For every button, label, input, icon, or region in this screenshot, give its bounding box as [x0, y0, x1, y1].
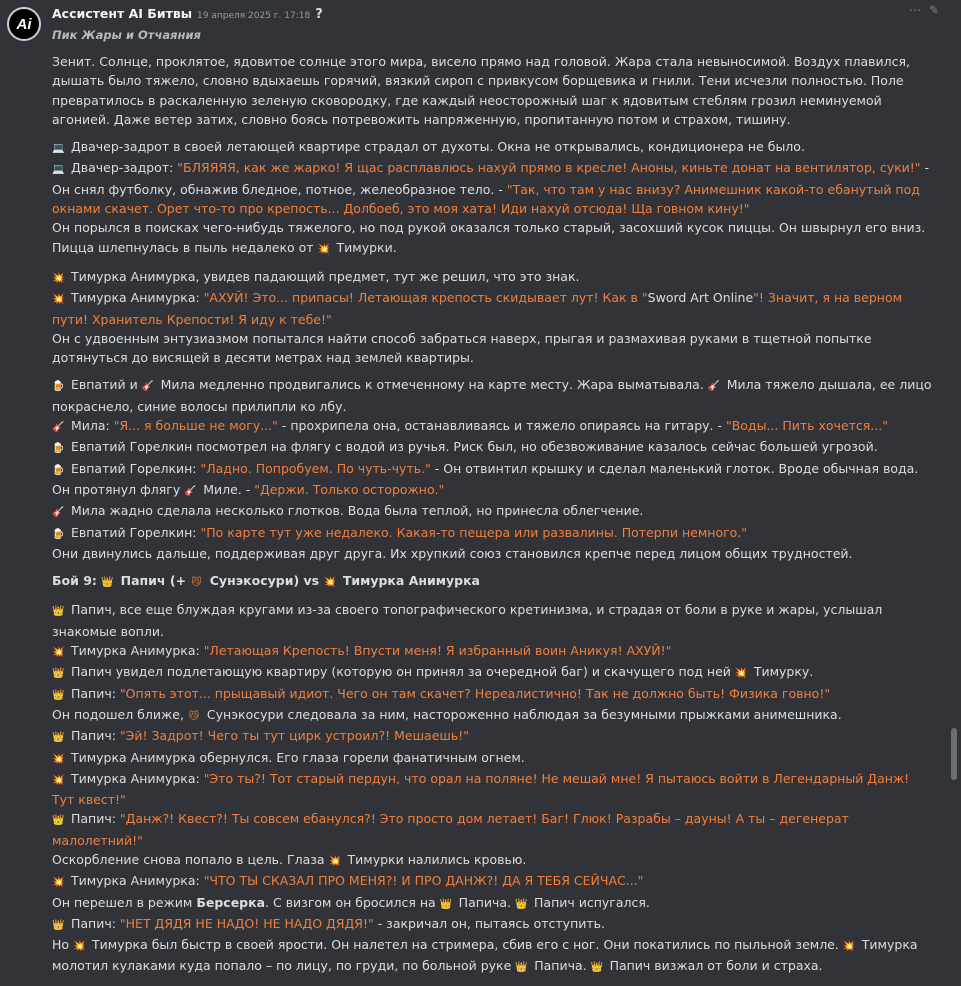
beer-icon: 🍺: [52, 528, 65, 540]
boom-icon: 💥: [317, 243, 330, 255]
avatar[interactable]: [7, 7, 41, 41]
text-line: [52, 726, 932, 747]
line-text: Sword Art Online: [647, 290, 754, 306]
text-line: [52, 544, 932, 563]
line-text: Папич увидел подлетающую квартиру (которую он принял за очередной баг) и скачущего под ней: [67, 664, 735, 680]
quote-text: "Я... я больше не могу...": [113, 418, 278, 434]
line-text: Миле. -: [199, 481, 255, 497]
line-text: Евпатий Горелкин посмотрел на флягу с водой из ручья. Риск был, но обезвоживание казалось сейчас большей угрозой.: [67, 439, 878, 455]
line-text: Тимурка был быстр в своей ярости. Он налетел на стримера, сбив его с ног. Они покатились по пыльной земле.: [88, 937, 843, 953]
boom-icon: 💥: [52, 647, 65, 659]
line-text: Тимурка Анимурка обернулся. Его глаза горели фанатичным огнем.: [67, 749, 525, 765]
crown-icon: 👑: [52, 732, 65, 744]
text-line: [52, 893, 932, 914]
text-line: [52, 416, 932, 437]
guitar-icon: 🎸: [52, 422, 65, 434]
text-line: [52, 329, 932, 368]
cat-icon: 😼: [188, 710, 200, 722]
text-line: [52, 501, 932, 522]
quote-text: "Так, что там у нас внизу? Анимешник какой-то ебанутый под окнами скачет. Орет что-то про крепость... Долбоеб, это моя хата! Иди нахуй отсюда! Ща говном кину!": [52, 181, 920, 217]
line-text: Мила медленно продвигались к отмеченному на карте месту. Жара выматывала.: [156, 377, 708, 393]
text-line: [52, 748, 932, 769]
fighter-name: Тимурка Анимурка: [338, 573, 480, 589]
message-body: [52, 52, 932, 986]
battle-number: Бой 9:: [52, 573, 102, 589]
line-text: Сунэкосури следовала за ним, настороженно наблюдая за безумными прыжками анимешника.: [202, 706, 842, 722]
quote-text: "Ладно. Попробуем. По чуть-чуть.": [200, 460, 431, 476]
quote-text: "По карте тут уже недалеко. Какая-то пещера или развалины. Потерпи немного.": [200, 524, 748, 540]
fighter-name: Папич (+: [116, 573, 191, 589]
crown-icon: 👑: [52, 815, 65, 827]
quote-text: "Летающая Крепость! Впусти меня! Я избранный воин Аникуя! АХУЙ!": [203, 643, 672, 659]
text-line: [52, 809, 932, 850]
message-header: [52, 6, 323, 22]
message-subtitle: Пик Жары и Отчаяния: [52, 28, 201, 42]
guitar-icon: 🎸: [52, 507, 65, 519]
text-line: [52, 218, 932, 259]
text-line: [52, 684, 932, 705]
edit-icon[interactable]: ✎: [928, 3, 939, 17]
more-options-icon[interactable]: ⋯: [908, 3, 921, 17]
text-line: [52, 267, 932, 288]
quote-text: "Эй! Задрот! Чего ты тут цирк устроил?! Мешаешь!": [119, 728, 469, 744]
speaker-label: Мила:: [67, 418, 114, 434]
quote-text: "Держи. Только осторожно.": [254, 481, 445, 497]
paragraph: [52, 600, 932, 977]
message-actions: [909, 3, 939, 17]
laptop-icon: 💻: [52, 143, 65, 155]
boom-icon: 💥: [323, 577, 336, 589]
text-line: [52, 641, 932, 662]
line-text: Папич визжал от боли и страха.: [605, 958, 823, 974]
guitar-icon: 🎸: [141, 381, 155, 393]
text-line: [52, 914, 932, 935]
text-line: [52, 437, 932, 458]
quote-text: "НЕТ ДЯДЯ НЕ НАДО! НЕ НАДО ДЯДЯ!": [119, 915, 374, 931]
line-text: Они двинулись дальше, поддерживая друг друга. Их хрупкий союз становился крепче перед лицом общих трудностей.: [52, 545, 853, 561]
message-timestamp[interactable]: 19 апреля 2025 г. 17:18: [197, 11, 311, 21]
crown-icon: 👑: [515, 962, 528, 974]
speaker-label: Тимурка Анимурка:: [67, 770, 204, 786]
line-text: Но: [52, 937, 74, 953]
paragraph: [52, 375, 932, 563]
avatar-text: Ai: [16, 15, 32, 33]
boom-icon: 💥: [52, 774, 65, 786]
line-text: - Он отвинтил крышку и сделал маленький глоток. Вроде обычная вода. Он протянул флягу: [52, 460, 919, 497]
crown-icon: 👑: [52, 606, 65, 618]
cat-icon: 😼: [191, 577, 202, 589]
battle-heading: [52, 571, 932, 592]
line-text: Мила жадно сделала несколько глотков. Вода была теплой, но принесла облегчение.: [67, 503, 644, 519]
boom-icon: 💥: [52, 294, 65, 306]
text-line: [52, 935, 932, 978]
guitar-icon: 🎸: [184, 485, 197, 497]
boom-icon: 💥: [52, 272, 65, 284]
paragraph: [52, 52, 932, 129]
beer-icon: 🍺: [52, 443, 65, 455]
text-line: [52, 850, 932, 871]
speaker-label: Тимурка Анимурка:: [67, 873, 204, 889]
boom-icon: 💥: [73, 941, 86, 953]
text-line: [52, 871, 932, 892]
fighter-name: Сунэкосури) vs: [205, 573, 324, 589]
line-text: Мила тяжело дышала, ее лицо покраснело, синие волосы прилипли ко лбу.: [52, 377, 932, 414]
line-text: Оскорбление снова попало в цель. Глаза: [52, 851, 329, 867]
line-text: Он подошел ближе,: [52, 706, 188, 722]
quote-text: "Воды... Пить хочется...": [725, 418, 888, 434]
bold-text: Берсерка: [196, 894, 266, 910]
text-line: [52, 705, 932, 726]
line-text: Он перешел в режим: [52, 894, 197, 910]
line-text: . С визгом он бросился на: [265, 894, 440, 910]
speaker-label: Папич:: [67, 685, 120, 701]
speaker-label: Папич:: [67, 811, 120, 827]
laptop-icon: 💻: [52, 164, 65, 176]
quote-text: "АХУЙ! Это... припасы! Летающая крепость скидывает лут! Как в ": [203, 290, 648, 306]
line-text: Папич испугался.: [530, 894, 650, 910]
quote-text: "Опять этот... прыщавый идиот. Чего он там скачет? Нереалистично! Так не должно быть! Физика говно!": [119, 685, 831, 701]
line-text: Папича.: [454, 894, 516, 910]
paragraph-text: Зенит. Солнце, проклятое, ядовитое солнце этого мира, висело прямо над головой. Жара стала невыносимой. Воздух плавился, дышать было тяжело, словно вдыхаешь горячий, вязкий сироп с привкусом борщевика и гнили. Тени исчезли полностью. Поле превратилось в раскаленную зеленую сковородку, где каждый неосторожный шаг к ядовитым стеблям грозил неминуемой агонией. Даже ветер затих, словно боясь потревожить напряженную, пропитанную потом и страхом, тишину.: [52, 54, 910, 127]
text-line: [52, 600, 932, 641]
line-text: Евпатий и: [67, 377, 142, 393]
line-text: Он порылся в поисках чего-нибудь тяжелого, но под рукой оказался только старый, засохший кусок пиццы. Он швырнул его вниз. Пицца шлепнулась в пыль недалеко от: [52, 220, 926, 255]
text-line: [52, 523, 932, 544]
boom-icon: 💥: [52, 877, 65, 889]
author-name[interactable]: Ассистент AI Битвы: [52, 6, 193, 21]
line-text: - прохрипела она, останавливаясь и тяжело опираясь на гитару. -: [277, 418, 726, 434]
quote-text: "Данж?! Квест?! Ты совсем ебанулся?! Это просто дом летает! Баг! Глюк! Разрабы – дауны! А ты – дегенерат малолетний!": [52, 811, 849, 848]
question-mark-icon[interactable]: ?: [315, 7, 323, 22]
quote-text: "ЧТО ТЫ СКАЗАЛ ПРО МЕНЯ?! И ПРО ДАНЖ?! ДА Я ТЕБЯ СЕЙЧАС...": [203, 873, 644, 889]
text-line: [52, 769, 932, 810]
text-line: [52, 288, 932, 329]
quote-text: "БЛЯЯЯЯ, как же жарко! Я щас расплавлюсь нахуй прямо в кресле! Аноны, киньте донат на вентилятор, суки!": [177, 160, 921, 176]
speaker-label: Папич:: [67, 915, 120, 931]
line-text: Папич, все еще блуждая кругами из-за своего топографического кретинизма, и страдая от боли в руке и жары, услышал знакомые вопли.: [52, 602, 883, 639]
paragraph: [52, 267, 932, 367]
text-line: [52, 662, 932, 683]
scrollbar-thumb[interactable]: [951, 728, 957, 780]
speaker-label: Папич:: [67, 728, 120, 744]
boom-icon: 💥: [52, 753, 65, 765]
text-line: [52, 158, 932, 218]
speaker-label: Тимурка Анимурка:: [67, 290, 204, 306]
speaker-label: Евпатий Горелкин:: [67, 524, 201, 540]
line-text: Папича.: [530, 958, 591, 974]
crown-icon: 👑: [52, 689, 65, 701]
guitar-icon: 🎸: [707, 381, 721, 393]
boom-icon: 💥: [734, 668, 748, 680]
line-text: Тимурки.: [332, 239, 397, 255]
quote-text: "! Значит, я на верном пути! Хранитель Крепости! Я иду к тебе!": [52, 290, 903, 327]
line-text: - Он снял футболку, обнажив бледное, потное, желеобразное тело. -: [52, 160, 930, 197]
crown-icon: 👑: [439, 898, 453, 910]
line-text: Двачер-задрот в своей летающей квартире страдал от духоты. Окна не открывались, кондиционера не было.: [67, 139, 805, 155]
speaker-label: Двачер-задрот:: [67, 160, 178, 176]
crown-icon: 👑: [52, 919, 65, 931]
crown-icon: 👑: [52, 668, 65, 680]
boom-icon: 💥: [328, 855, 341, 867]
paragraph: [52, 137, 932, 259]
line-text: Тимурка Анимурка, увидев падающий предмет, тут же решил, что это знак.: [67, 268, 580, 284]
text-line: [52, 459, 932, 502]
line-text: Он с удвоенным энтузиазмом попытался найти способ забраться наверх, прыгая и размахивая руками в тщетной попытке дотянуться до висящей в десяти метрах над землей квартиры.: [52, 330, 872, 366]
line-text: Тимурку.: [749, 664, 814, 680]
text-line: [52, 375, 932, 416]
beer-icon: 🍺: [52, 464, 65, 476]
boom-icon: 💥: [842, 941, 856, 953]
crown-icon: 👑: [515, 898, 528, 910]
beer-icon: 🍺: [52, 381, 65, 393]
text-line: [52, 137, 932, 158]
crown-icon: 👑: [101, 577, 114, 589]
quote-text: "Это ты?! Тот старый пердун, что орал на поляне! Не мешай мне! Я пытаюсь войти в Легендарный Данж! Тут квест!": [52, 770, 910, 808]
line-text: Тимурка молотил кулаками куда попало – по лицу, по груди, по больной руке: [52, 937, 918, 974]
crown-icon: 👑: [590, 962, 604, 974]
speaker-label: Тимурка Анимурка:: [67, 643, 204, 659]
speaker-label: Евпатий Горелкин:: [67, 460, 201, 476]
line-text: - закричал он, пытаясь отступить.: [373, 915, 605, 931]
line-text: Тимурки налились кровью.: [343, 851, 527, 867]
